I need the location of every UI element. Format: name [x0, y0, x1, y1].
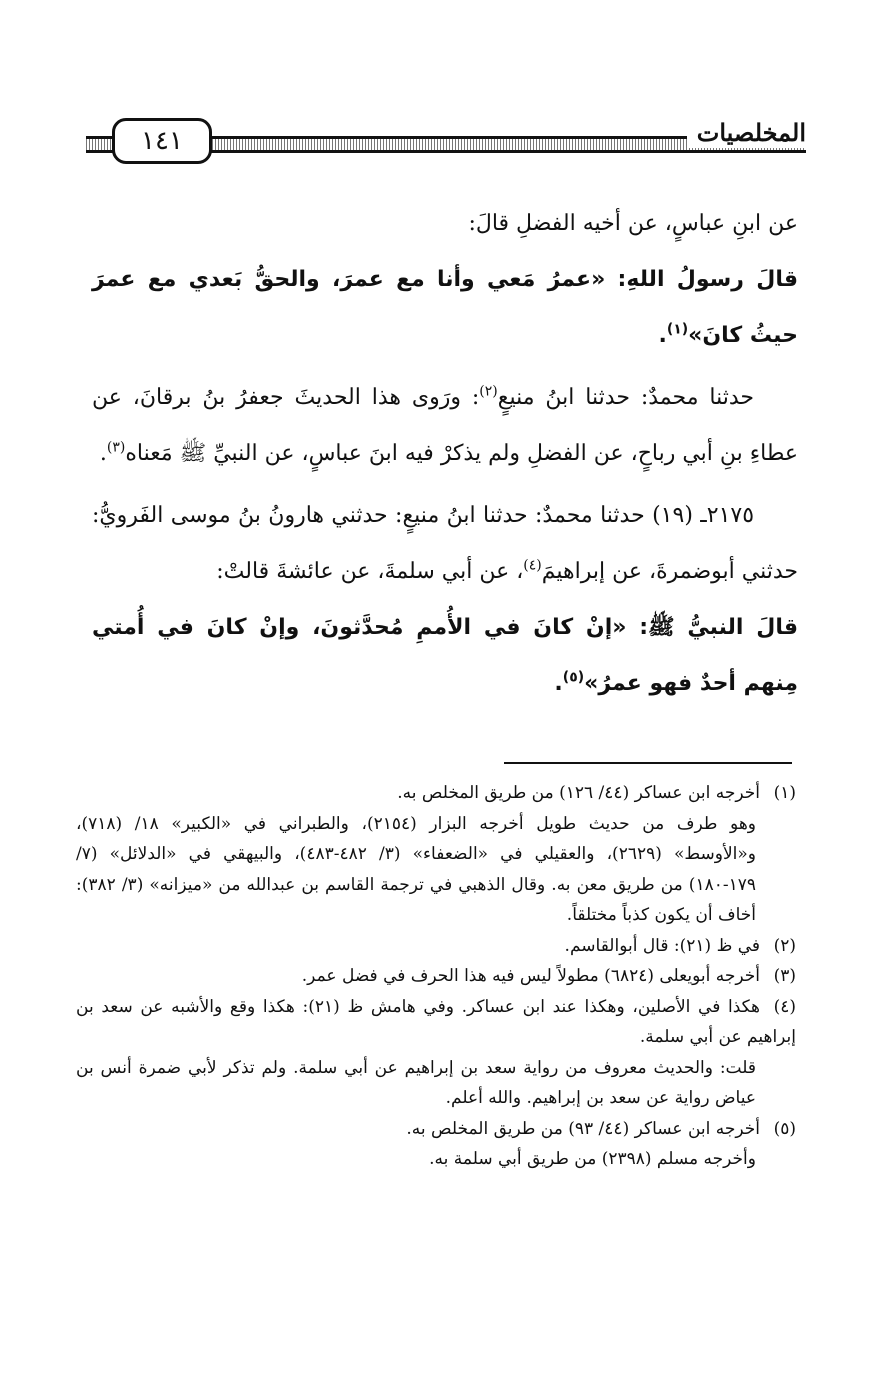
- commentary-text-b: : ورَوى هذا الحديثَ جعفرُ بنُ برقانَ، عن عطاءِ بنِ أبي رباحٍ، عن الفضلِ ولم يذكرْ فيه ابنَ عباسٍ، عن النبيِّ ﷺ مَعناه: [92, 385, 798, 466]
- commentary-text-a: حدثنا محمدٌ: حدثنا ابنُ منيعٍ: [497, 385, 754, 410]
- commentary-paragraph: حدثنا محمدٌ: حدثنا ابنُ منيعٍ$^{(٢)}$: ورَوى هذا الحديثَ جعفرُ بنُ برقانَ، عن عطاءِ بنِ أبي رباحٍ، عن الفضلِ ولم يذكرْ فيه ابنَ عباسٍ، عن النبيِّ ﷺ مَعناه$^{(٣)}$.: [92, 383, 798, 466]
- footnote-ref-5: (٥): [562, 669, 585, 686]
- footnote-ref-2: (٢): [479, 383, 498, 400]
- footnote-1-continuation: وهو طرف من حديث طويل أخرجه البزار (٢١٥٤)، والطبراني في «الكبير» ١٨/ (٧١٨)، و«الأوسط» (٢٦٢٩)، والعقيلي في «الضعفاء» (٣/ ٤٨٢-٤٨٣)، والبيهقي في «الدلائل» (٧/ ١٧٩-١٨٠) من طريق معن به. وقال الذهبي في ترجمة القاسم بن عبدالله من «ميزانه» (٣/ ٣٨٢): أخاف أن يكون كذباً مختلقاً.: [76, 813, 756, 925]
- hadith-matn-2: قالَ النبيُّ ﷺ: «إنْ كانَ في الأُممِ مُحدَّثونَ، وإنْ كانَ في أُمتي مِنهم أحدٌ فهو عمرُ»$^{(٥)}$.: [92, 615, 798, 696]
- footnote-1: [76, 778, 796, 809]
- running-header: [86, 112, 806, 172]
- footnote-ref-4: (٤): [523, 557, 542, 574]
- isnad-text-b: ، عن أبي سلمةَ، عن عائشةَ قالتْ:: [216, 559, 524, 584]
- footnote-text: هكذا في الأصلين، وهكذا عند ابن عساكر. وفي هامش ظ (٢١): هكذا وقع والأشبه عن سعد بن إبراهيم عن أبي سلمة.: [76, 996, 796, 1047]
- footnote-number: (١): [773, 783, 796, 803]
- footnote-number: (٢): [773, 935, 796, 956]
- book-title: المخلصيات: [687, 118, 806, 148]
- footnote-number: (٤): [773, 996, 796, 1017]
- footnote-4-continuation: قلت: والحديث معروف من رواية سعد بن إبراهيم عن أبي سلمة. ولم تذكر لأبي ضمرة أنس بن عياض رواية عن سعد بن إبراهيم. والله أعلم.: [76, 1057, 756, 1108]
- isnad-line: [92, 196, 798, 252]
- footnote-5: [76, 1114, 796, 1145]
- footnote-3: [76, 961, 796, 992]
- footnote-text: أخرجه ابن عساكر (٤٤/ ٩٣) من طريق المخلص به.: [406, 1118, 760, 1139]
- footnote-divider: [504, 762, 792, 764]
- footnote-4: [76, 992, 796, 1053]
- footnote-ref-3: (٣): [106, 439, 126, 456]
- footnote-number: (٣): [773, 966, 796, 986]
- footnote-number: (٥): [773, 1118, 796, 1139]
- hadith-2175-isnad: [92, 488, 798, 600]
- footnote-ref-1: (١): [666, 321, 689, 338]
- page-number: ١٤١: [112, 118, 212, 164]
- footnote-text: أخرجه أبويعلى (٦٨٢٤) مطولاً ليس فيه هذا الحرف في فضل عمر.: [301, 966, 760, 986]
- isnad-text: عن ابنِ عباسٍ، عن أخيه الفضلِ قالَ:: [468, 211, 798, 236]
- footnotes: [76, 778, 796, 1175]
- footnote-text: في ظ (٢١): قال أبوالقاسم.: [564, 935, 760, 956]
- isnad-text-a: ٢١٧٥ـ (١٩) حدثنا محمدٌ: حدثنا ابنُ منيعٍ: حدثني هارونُ بنُ موسى الفَرويُّ: حدثني أبوضمرةَ، عن إبراهيمَ: [92, 503, 798, 584]
- footnote-2: [76, 931, 796, 962]
- hadith-text-2: قالَ النبيُّ ﷺ: «إنْ كانَ في الأُممِ مُحدَّثونَ، وإنْ كانَ في أُمتي مِنهم أحدٌ فهو عمرُ»: [92, 615, 798, 696]
- hadith-text-1: قالَ رسولُ اللهِ: «عمرُ مَعي وأنا مع عمرَ، والحقُّ بَعدي مع عمرَ حيثُ كانَ»: [92, 267, 798, 348]
- footnote-text: أخرجه ابن عساكر (٤٤/ ١٢٦) من طريق المخلص به.: [397, 783, 760, 803]
- footnote-5-continuation: وأخرجه مسلم (٢٣٩٨) من طريق أبي سلمة به.: [429, 1149, 756, 1169]
- hadith-matn-1: قالَ رسولُ اللهِ: «عمرُ مَعي وأنا مع عمرَ، والحقُّ بَعدي مع عمرَ حيثُ كانَ»$^{(١)}$.: [92, 267, 798, 348]
- main-text: [92, 196, 798, 712]
